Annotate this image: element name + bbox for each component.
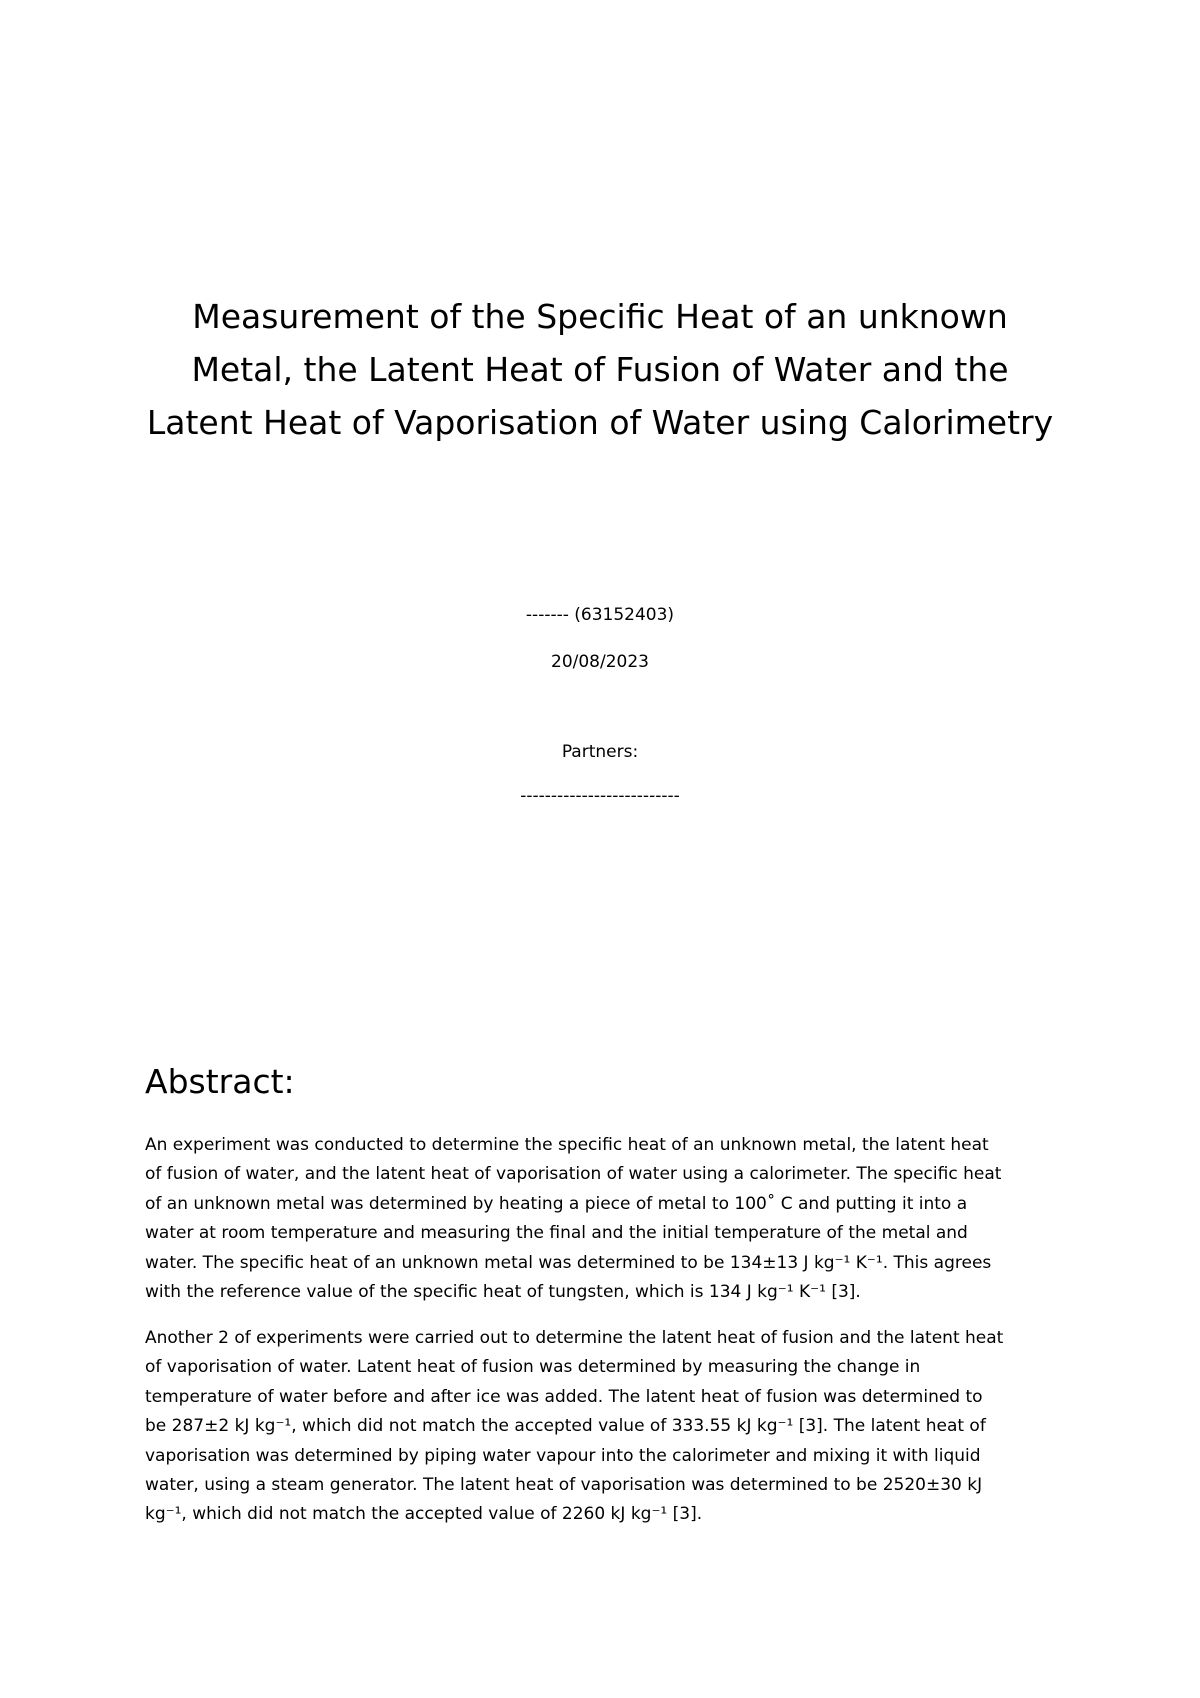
paragraph-line: temperature of water before and after ice was added. The latent heat of fusion was determined to xyxy=(145,1386,983,1407)
paragraph-line: be 287±2 kJ kg⁻¹, which did not match the accepted value of 333.55 kJ kg⁻¹ [3]. The latent heat of xyxy=(145,1416,986,1437)
partners-label: Partners: xyxy=(561,742,639,762)
paragraph-line: kg⁻¹, which did not match the accepted value of 2260 kJ kg⁻¹ [3]. xyxy=(145,1504,703,1525)
abstract-paragraph-1 xyxy=(145,1131,1065,1307)
paragraph-line: of fusion of water, and the latent heat of vaporisation of water using a calorimeter. The specific heat xyxy=(145,1164,1002,1185)
partners-names: -------------------------- xyxy=(520,786,680,806)
paragraph-line: water at room temperature and measuring the final and the initial temperature of the metal and xyxy=(145,1223,968,1244)
paragraph-line: with the reference value of the specific heat of tungsten, which is 134 J kg⁻¹ K⁻¹ [3]. xyxy=(145,1282,861,1303)
author-line: ------- (63152403) xyxy=(525,605,675,625)
paragraph-line: of an unknown metal was determined by heating a piece of metal to 100˚ C and putting it into a xyxy=(145,1193,968,1214)
abstract-paragraph-2 xyxy=(145,1324,1065,1530)
paragraph-line: of vaporisation of water. Latent heat of fusion was determined by measuring the change in xyxy=(145,1357,921,1378)
title-line: Metal, the Latent Heat of Fusion of Water and the xyxy=(191,350,1009,389)
paragraph-line: water. The specific heat of an unknown metal was determined to be 134±13 J kg⁻¹ K⁻¹. This agrees xyxy=(145,1252,992,1273)
paragraph-line: An experiment was conducted to determine the specific heat of an unknown metal, the latent heat xyxy=(145,1135,989,1155)
paragraph-line: water, using a steam generator. The latent heat of vaporisation was determined to be 2520±30 kJ xyxy=(145,1475,983,1496)
paragraph-line: Another 2 of experiments were carried out to determine the latent heat of fusion and the latent heat xyxy=(145,1328,1004,1348)
paragraph-line: vaporisation was determined by piping water vapour into the calorimeter and mixing it with liquid xyxy=(145,1445,981,1466)
report-title xyxy=(100,290,1100,449)
title-line: Measurement of the Specific Heat of an unknown xyxy=(192,297,1008,336)
abstract-heading: Abstract: xyxy=(145,1062,295,1101)
title-line: Latent Heat of Vaporisation of Water using Calorimetry xyxy=(146,403,1054,442)
report-date: 20/08/2023 xyxy=(551,652,649,672)
